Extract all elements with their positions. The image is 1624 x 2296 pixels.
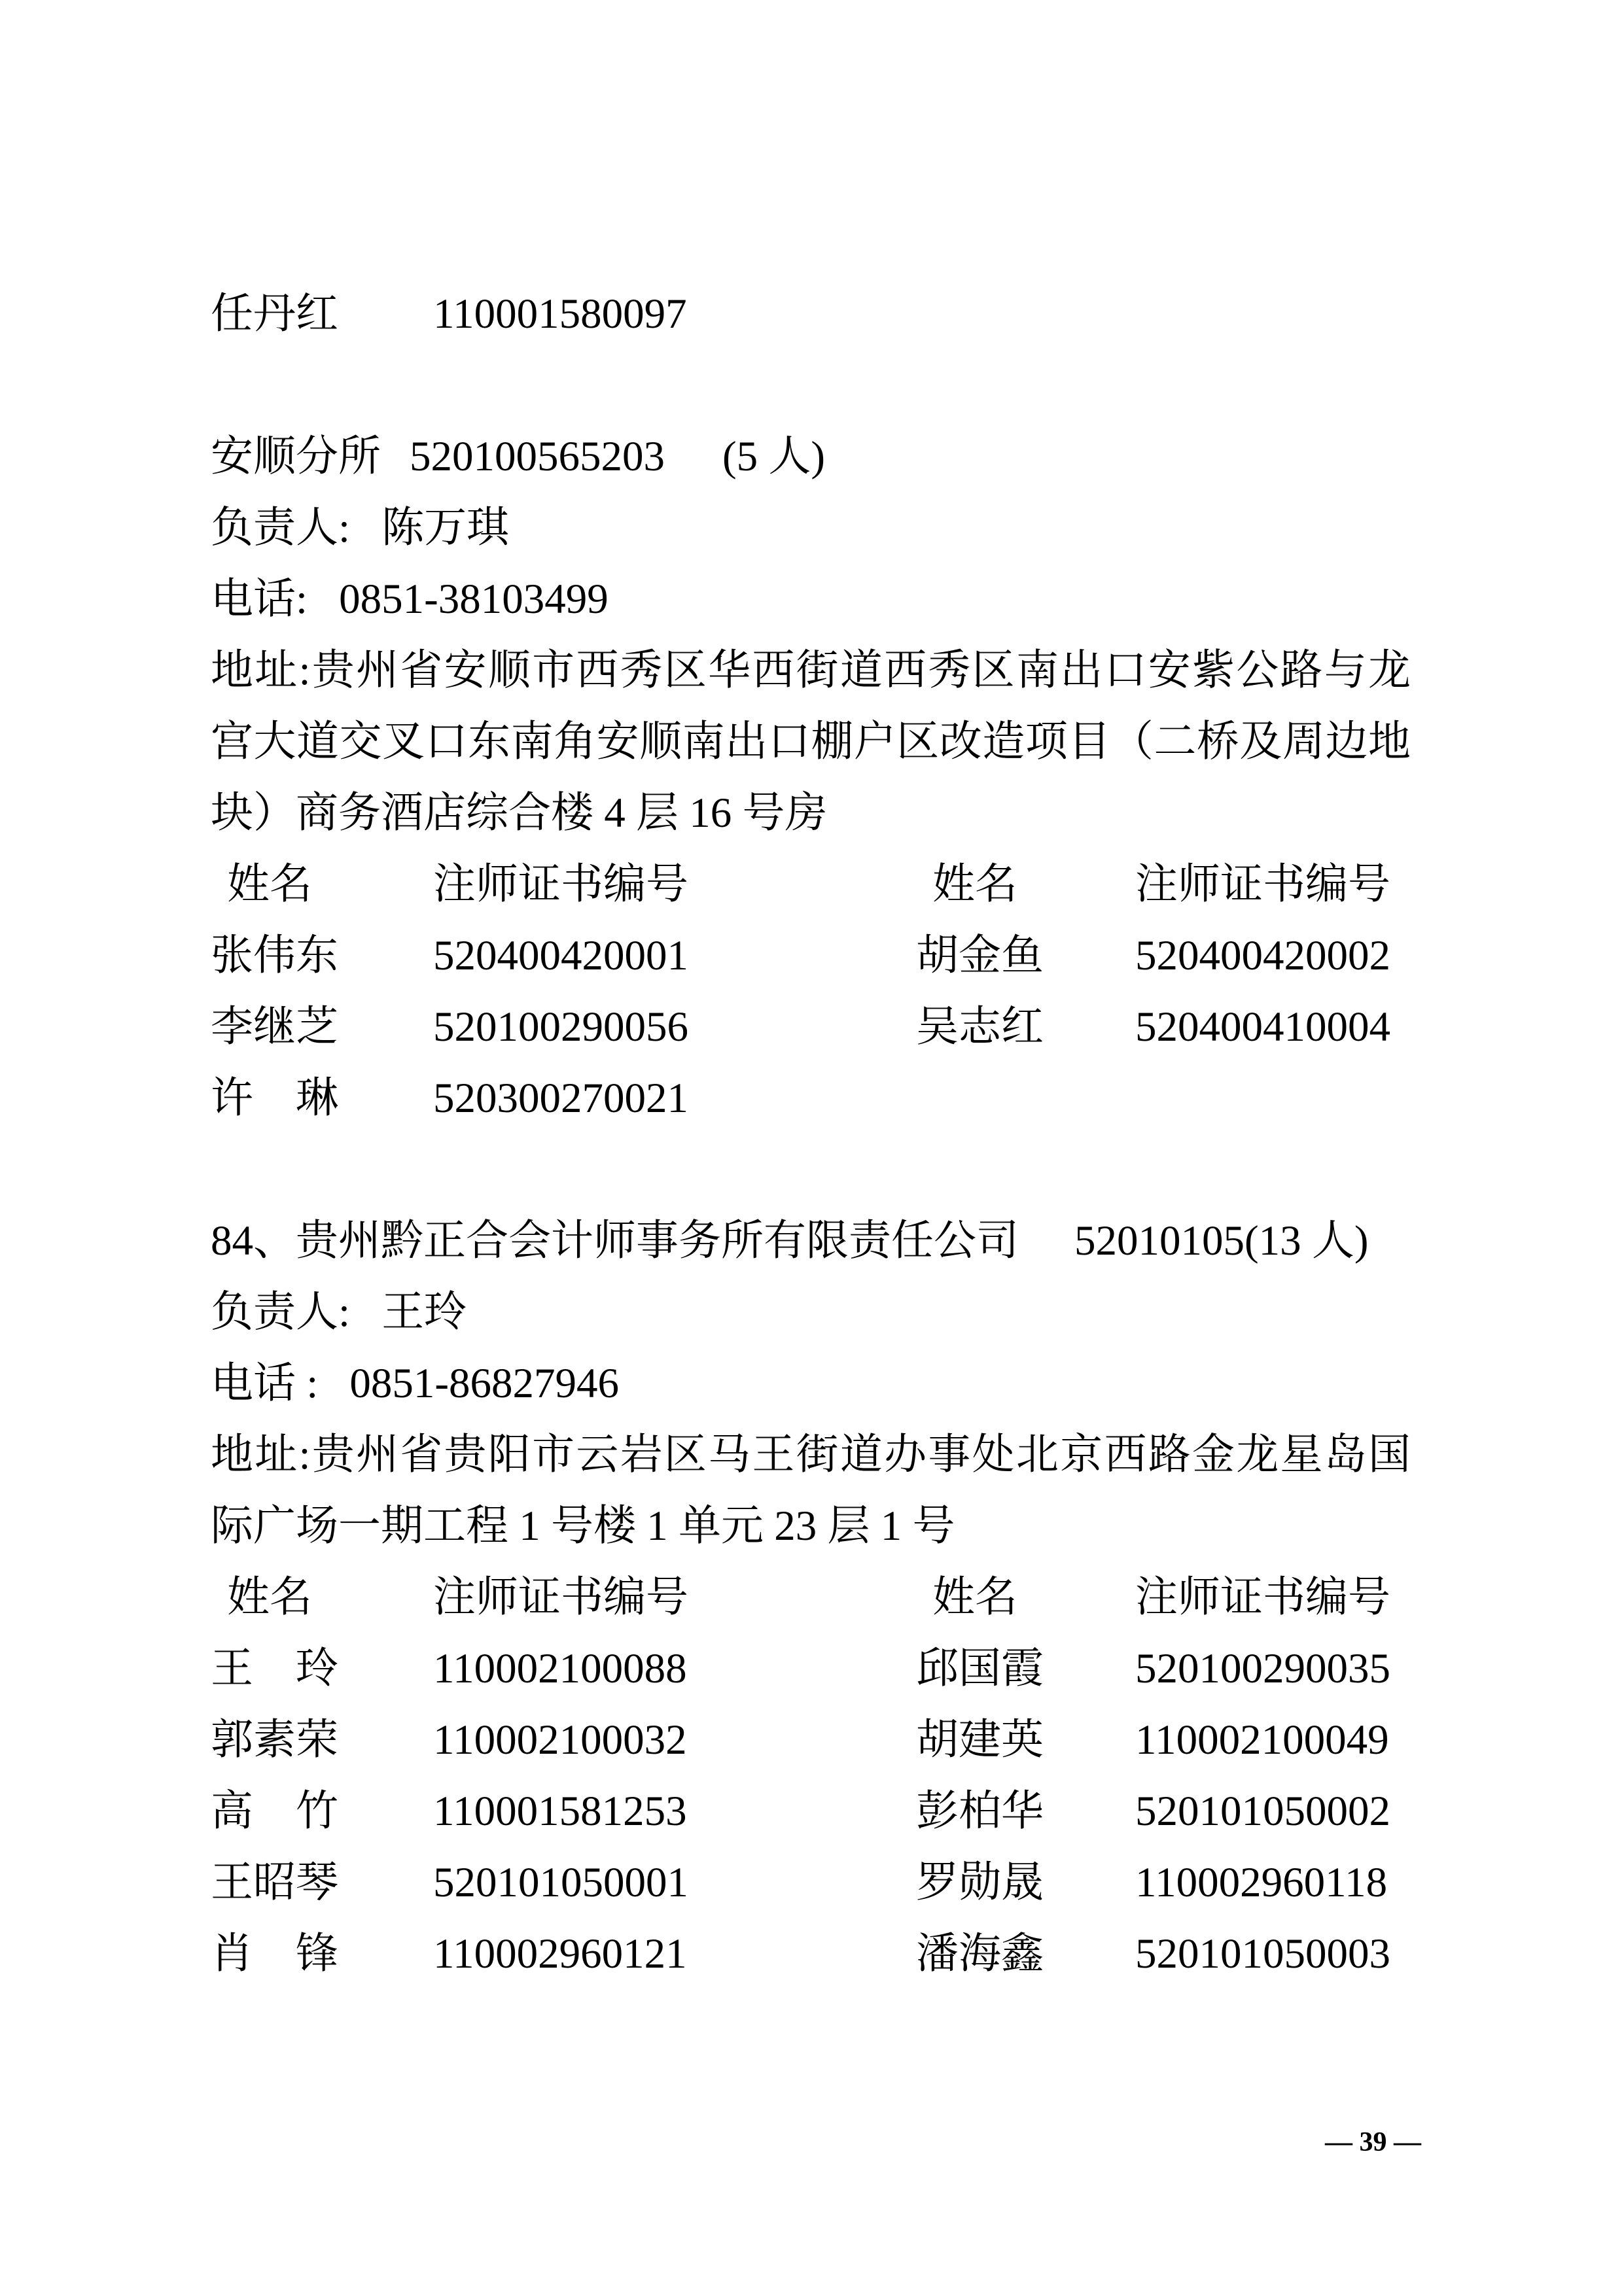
blank-line xyxy=(211,350,1411,421)
member-name: 罗勋晟 xyxy=(916,1859,1044,1906)
cert-number: 520101050002 xyxy=(1135,1788,1390,1835)
manager-label: 负责人: xyxy=(211,1289,351,1336)
carryover-member-row xyxy=(211,279,1411,350)
phone-number: 0851-38103499 xyxy=(339,576,609,623)
member-table-row xyxy=(211,992,1411,1063)
cert-number: 110002960121 xyxy=(433,1930,687,1977)
cert-number: 110001581253 xyxy=(433,1788,687,1835)
member-name: 任丹红 xyxy=(211,290,339,338)
firm-address-line: 际广场一期工程 1 号楼 1 单元 23 层 1 号 xyxy=(211,1503,955,1550)
firm-member-count: (13 人) xyxy=(1244,1217,1369,1264)
document-body xyxy=(211,279,1411,1990)
branch-address-line: 宫大道交叉口东南角安顺南出口棚户区改造项目（二桥及周边地 xyxy=(211,718,1411,765)
member-table-row xyxy=(211,1919,1411,1990)
firm-number: 84、 xyxy=(211,1217,296,1264)
member-name: 王昭琴 xyxy=(211,1859,339,1906)
cert-number: 520101050003 xyxy=(1135,1930,1390,1977)
member-name: 肖 锋 xyxy=(211,1930,339,1977)
branch-manager-line xyxy=(211,493,1411,564)
blank-line xyxy=(211,1134,1411,1206)
header-cert-col2: 注师证书编号 xyxy=(1135,861,1391,908)
firm-address-line: 地址:贵州省贵阳市云岩区马王街道办事处北京西路金龙星岛国 xyxy=(211,1431,1411,1478)
cert-number: 520100290056 xyxy=(433,1003,688,1051)
branch-address-line: 块）商务酒店综合楼 4 层 16 号房 xyxy=(211,790,828,837)
header-name-col1: 姓名 xyxy=(227,861,313,908)
header-name-col2: 姓名 xyxy=(932,1574,1018,1621)
member-table-row xyxy=(211,1847,1411,1919)
member-name: 吴志红 xyxy=(916,1003,1044,1051)
member-name: 邱国霞 xyxy=(916,1645,1044,1692)
phone-label: 电话: xyxy=(211,576,308,623)
manager-name: 王玲 xyxy=(381,1289,467,1336)
cert-number: 110002100032 xyxy=(433,1716,687,1764)
member-name: 王 玲 xyxy=(211,1645,339,1692)
cert-number xyxy=(1135,1063,1411,1134)
phone-number: 0851-86827946 xyxy=(349,1360,619,1407)
cert-number: 110002100049 xyxy=(1135,1716,1389,1764)
cert-number: 520300270021 xyxy=(433,1075,688,1122)
cert-number: 520400410004 xyxy=(1135,1003,1390,1051)
header-name-col1: 姓名 xyxy=(227,1574,313,1621)
firm-name: 贵州黔正合会计师事务所有限责任公司 xyxy=(296,1217,1019,1264)
member-name: 张伟东 xyxy=(211,932,339,979)
header-name-col2: 姓名 xyxy=(932,861,1018,908)
member-table-row xyxy=(211,1633,1411,1705)
branch-member-count: (5 人) xyxy=(722,433,826,480)
member-name: 高 竹 xyxy=(211,1788,339,1835)
header-cert-col2: 注师证书编号 xyxy=(1135,1574,1391,1621)
branch-name: 安顺分所 xyxy=(211,433,381,480)
manager-name: 陈万琪 xyxy=(381,504,510,551)
cert-number: 520101050001 xyxy=(433,1859,688,1906)
cert-number: 110002960118 xyxy=(1135,1859,1388,1906)
member-table-row xyxy=(211,1776,1411,1847)
manager-label: 负责人: xyxy=(211,504,351,551)
firm-phone-line xyxy=(211,1348,1411,1419)
cert-number: 520400420001 xyxy=(433,932,688,979)
branch-code: 520100565203 xyxy=(410,433,665,480)
branch-phone-line xyxy=(211,564,1411,635)
phone-label: 电话 : xyxy=(211,1360,319,1407)
firm-title-line xyxy=(211,1206,1411,1277)
page-number: — 39 — xyxy=(1325,2127,1421,2157)
member-name: 潘海鑫 xyxy=(916,1930,1044,1977)
cert-number: 520100290035 xyxy=(1135,1645,1390,1692)
header-cert-col1: 注师证书编号 xyxy=(433,861,689,908)
member-name: 郭素荣 xyxy=(211,1716,339,1764)
firm-manager-line xyxy=(211,1277,1411,1348)
member-name: 彭柏华 xyxy=(916,1788,1044,1835)
member-name: 李继芝 xyxy=(211,1003,339,1051)
member-name: 许 琳 xyxy=(211,1075,339,1122)
member-table-row xyxy=(211,920,1411,992)
cert-number: 110001580097 xyxy=(433,290,687,338)
cert-number: 110002100088 xyxy=(433,1645,687,1692)
header-cert-col1: 注师证书编号 xyxy=(433,1574,689,1621)
member-table-row xyxy=(211,1063,1411,1134)
member-table-row xyxy=(211,1705,1411,1776)
member-name: 胡建英 xyxy=(916,1716,1044,1764)
member-table-header xyxy=(211,849,1411,920)
branch-title-line xyxy=(211,421,1411,493)
member-table-header xyxy=(211,1562,1411,1633)
member-name xyxy=(916,1063,1135,1134)
cert-number: 520400420002 xyxy=(1135,932,1390,979)
branch-address-line: 地址:贵州省安顺市西秀区华西街道西秀区南出口安紫公路与龙 xyxy=(211,647,1411,694)
member-name: 胡金鱼 xyxy=(916,932,1044,979)
firm-code: 52010105 xyxy=(1074,1217,1245,1264)
